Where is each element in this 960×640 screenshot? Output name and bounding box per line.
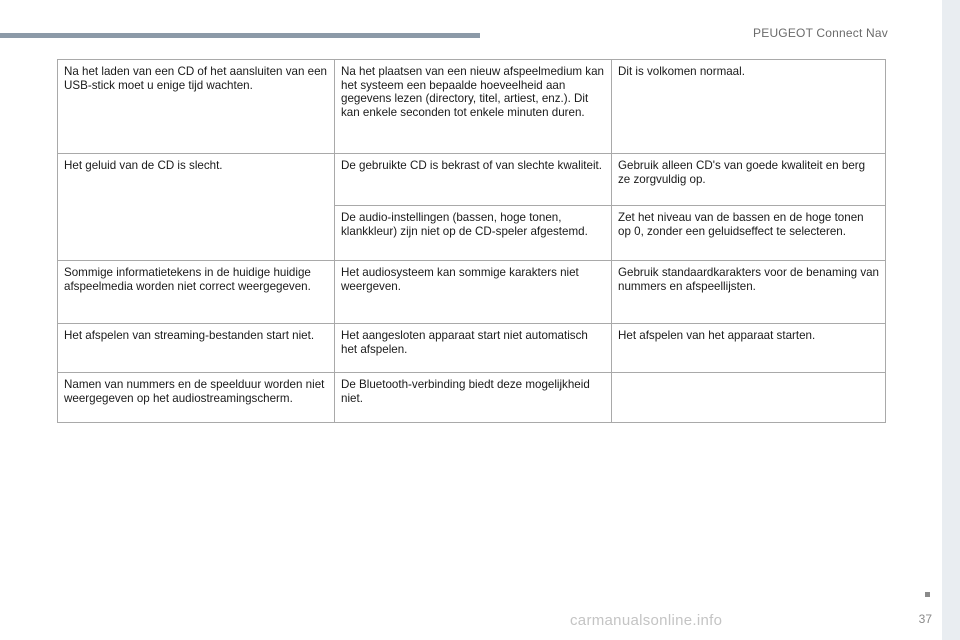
cause-cell: De audio-instellingen (bassen, hoge tonen, klankkleur) zijn niet op de CD-speler afgestemd. xyxy=(335,206,612,261)
solution-cell: Dit is volkomen normaal. xyxy=(612,60,886,154)
table-row xyxy=(58,373,886,423)
margin-bar xyxy=(942,0,960,640)
troubleshooting-table xyxy=(57,59,886,423)
cause-cell: Na het plaatsen van een nieuw afspeelmedium kan het systeem een bepaalde hoeveelheid aan gegevens lezen (directory, titel, artiest, enz.). Dit kan enkele seconden tot enkele minuten duren. xyxy=(335,60,612,154)
running-header: PEUGEOT Connect Nav xyxy=(753,26,888,40)
table-row xyxy=(58,324,886,373)
question-cell: Na het laden van een CD of het aansluiten van een USB-stick moet u enige tijd wachten. xyxy=(58,60,335,154)
watermark: carmanualsonline.info xyxy=(570,612,723,629)
footer-bullet xyxy=(925,592,930,597)
cause-cell: Het audiosysteem kan sommige karakters niet weergeven. xyxy=(335,261,612,324)
question-cell: Het afspelen van streaming-bestanden start niet. xyxy=(58,324,335,373)
solution-cell: Gebruik standaardkarakters voor de benaming van nummers en afspeellijsten. xyxy=(612,261,886,324)
cause-cell: Het aangesloten apparaat start niet automatisch het afspelen. xyxy=(335,324,612,373)
cause-cell: De gebruikte CD is bekrast of van slechte kwaliteit. xyxy=(335,154,612,206)
table-row xyxy=(58,154,886,206)
table-row xyxy=(58,60,886,154)
solution-cell: Gebruik alleen CD's van goede kwaliteit en berg ze zorgvuldig op. xyxy=(612,154,886,206)
solution-cell: Zet het niveau van de bassen en de hoge tonen op 0, zonder een geluidseffect te selecteren. xyxy=(612,206,886,261)
question-cell: Het geluid van de CD is slecht. xyxy=(58,154,335,261)
solution-cell xyxy=(612,373,886,423)
question-cell: Sommige informatietekens in de huidige huidige afspeelmedia worden niet correct weergegeven. xyxy=(58,261,335,324)
table-row xyxy=(58,261,886,324)
solution-cell: Het afspelen van het apparaat starten. xyxy=(612,324,886,373)
question-cell: Namen van nummers en de speelduur worden niet weergegeven op het audiostreamingscherm. xyxy=(58,373,335,423)
cause-cell: De Bluetooth-verbinding biedt deze mogelijkheid niet. xyxy=(335,373,612,423)
page-number: 37 xyxy=(918,612,932,626)
header-rule xyxy=(0,33,480,38)
